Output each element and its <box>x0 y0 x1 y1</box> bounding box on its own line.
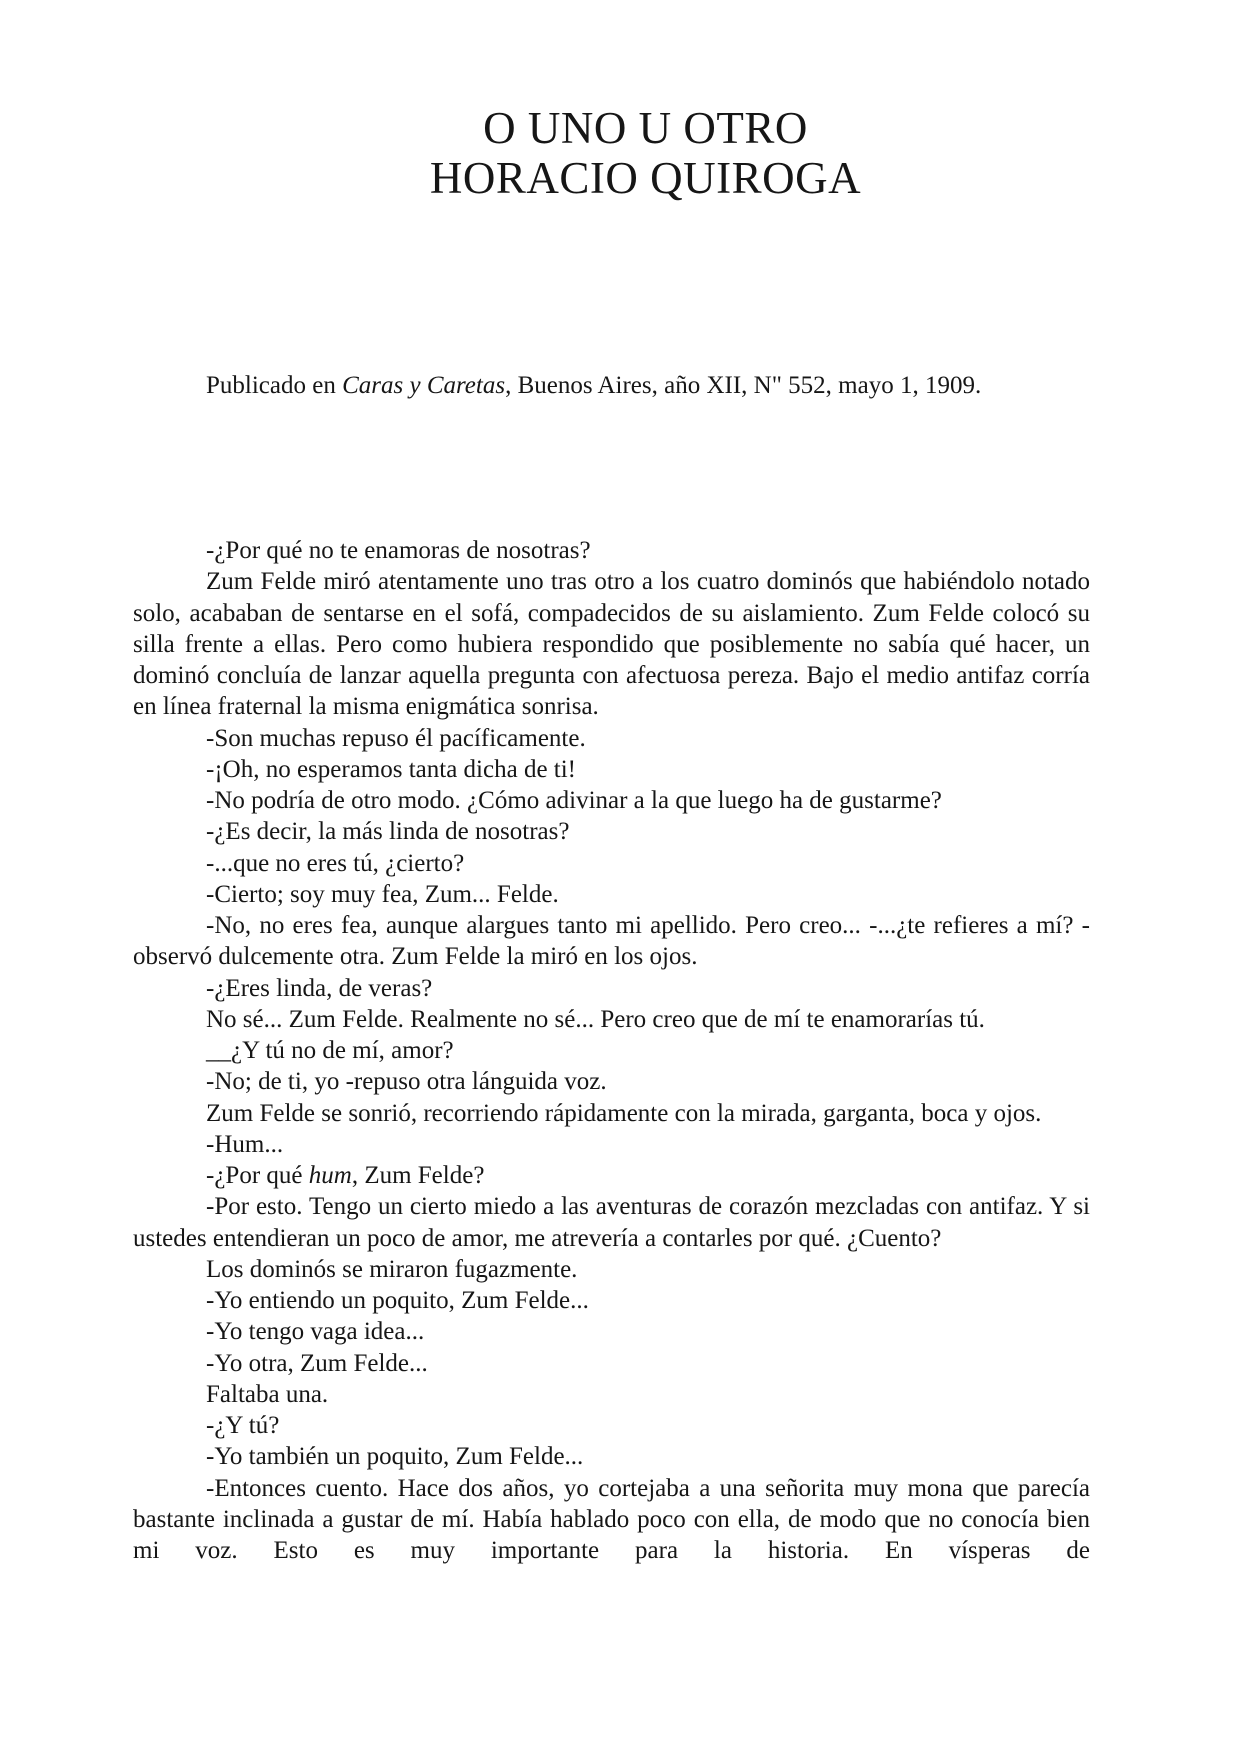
italic-text: Caras y Caretas <box>342 372 506 399</box>
story-paragraph: -¿Y tú? <box>206 1412 280 1439</box>
title-block <box>133 103 1090 203</box>
story-paragraph: -¿Eres linda, de veras? <box>206 974 433 1002</box>
story-paragraph: Faltaba una. <box>206 1380 329 1408</box>
story-paragraph: -Yo entiendo un poquito, Zum Felde... <box>206 1287 589 1314</box>
story-paragraph: -Hum... <box>206 1130 284 1158</box>
story-paragraph: -Yo tengo vaga idea... <box>206 1318 425 1346</box>
story-paragraph: Zum Felde se sonrió, recorriendo rápidamente con la mirada, garganta, boca y ojos. <box>206 1099 1042 1127</box>
story-paragraph: -No podría de otro modo. ¿Cómo adivinar a la que luego ha de gustarme? <box>206 787 942 814</box>
story-paragraph: -No, no eres fea, aunque alargues tanto mi apellido. Pero creo... -...¿te refieres a mí? -observó dulcemente otra. Zum Felde la miró en los ojos. <box>133 912 1090 971</box>
story-title: O UNO U OTRO <box>483 103 808 153</box>
story-paragraph: Los dominós se miraron fugazmente. <box>206 1255 578 1283</box>
story-author: HORACIO QUIROGA <box>429 153 862 203</box>
story-paragraph: -Yo también un poquito, Zum Felde... <box>206 1443 584 1471</box>
publication-line: Publicado en Caras y Caretas, Buenos Aires, año XII, N" 552, mayo 1, 1909. <box>206 372 982 399</box>
story-paragraph: -¿Por qué hum, Zum Felde? <box>206 1162 485 1189</box>
story-paragraph: -...que no eres tú, ¿cierto? <box>206 849 465 877</box>
story-paragraph: -Son muchas repuso él pacíficamente. <box>206 724 586 752</box>
story-paragraph: -Yo otra, Zum Felde... <box>206 1349 428 1377</box>
story-paragraph: No sé... Zum Felde. Realmente no sé... Pero creo que de mí te enamorarías tú. <box>206 1005 985 1033</box>
story-paragraph: -Entonces cuento. Hace dos años, yo cortejaba a una señorita muy mona que parecía bastante inclinada a gustar de mí. Había hablado poco con ella, de modo que no conocía bien mi voz. Esto es muy importante para la historia. En vísperas de <box>133 1474 1090 1564</box>
italic-text: hum <box>308 1162 352 1189</box>
story-paragraph: -Cierto; soy muy fea, Zum... Felde. <box>206 880 559 908</box>
story-paragraph: -¿Es decir, la más linda de nosotras? <box>206 818 570 846</box>
story-paragraph: -¿Por qué no te enamoras de nosotras? <box>206 537 591 564</box>
story-paragraph: Zum Felde miró atentamente uno tras otro a los cuatro dominós que habiéndolo notado solo, acababan de sentarse en el sofá, compadecidos de su aislamiento. Zum Felde colocó su silla frente a ellas. Pero como hubiera respondido que posiblemente no sabía qué hacer, un dominó concluía de lanzar aquella pregunta con afectuosa pereza. Bajo el medio antifaz corría en línea fraternal la misma enigmática sonrisa. <box>133 568 1090 721</box>
story-paragraph: -Por esto. Tengo un cierto miedo a las aventuras de corazón mezcladas con antifaz. Y si ustedes entendieran un poco de amor, me atrevería a contarles por qué. ¿Cuento? <box>133 1193 1090 1252</box>
story-paragraph: -No; de ti, yo -repuso otra lánguida voz. <box>206 1068 607 1096</box>
story-body <box>133 535 1090 1566</box>
story-paragraph: -¡Oh, no esperamos tanta dicha de ti! <box>206 755 577 783</box>
story-paragraph: __¿Y tú no de mí, amor? <box>206 1037 454 1064</box>
